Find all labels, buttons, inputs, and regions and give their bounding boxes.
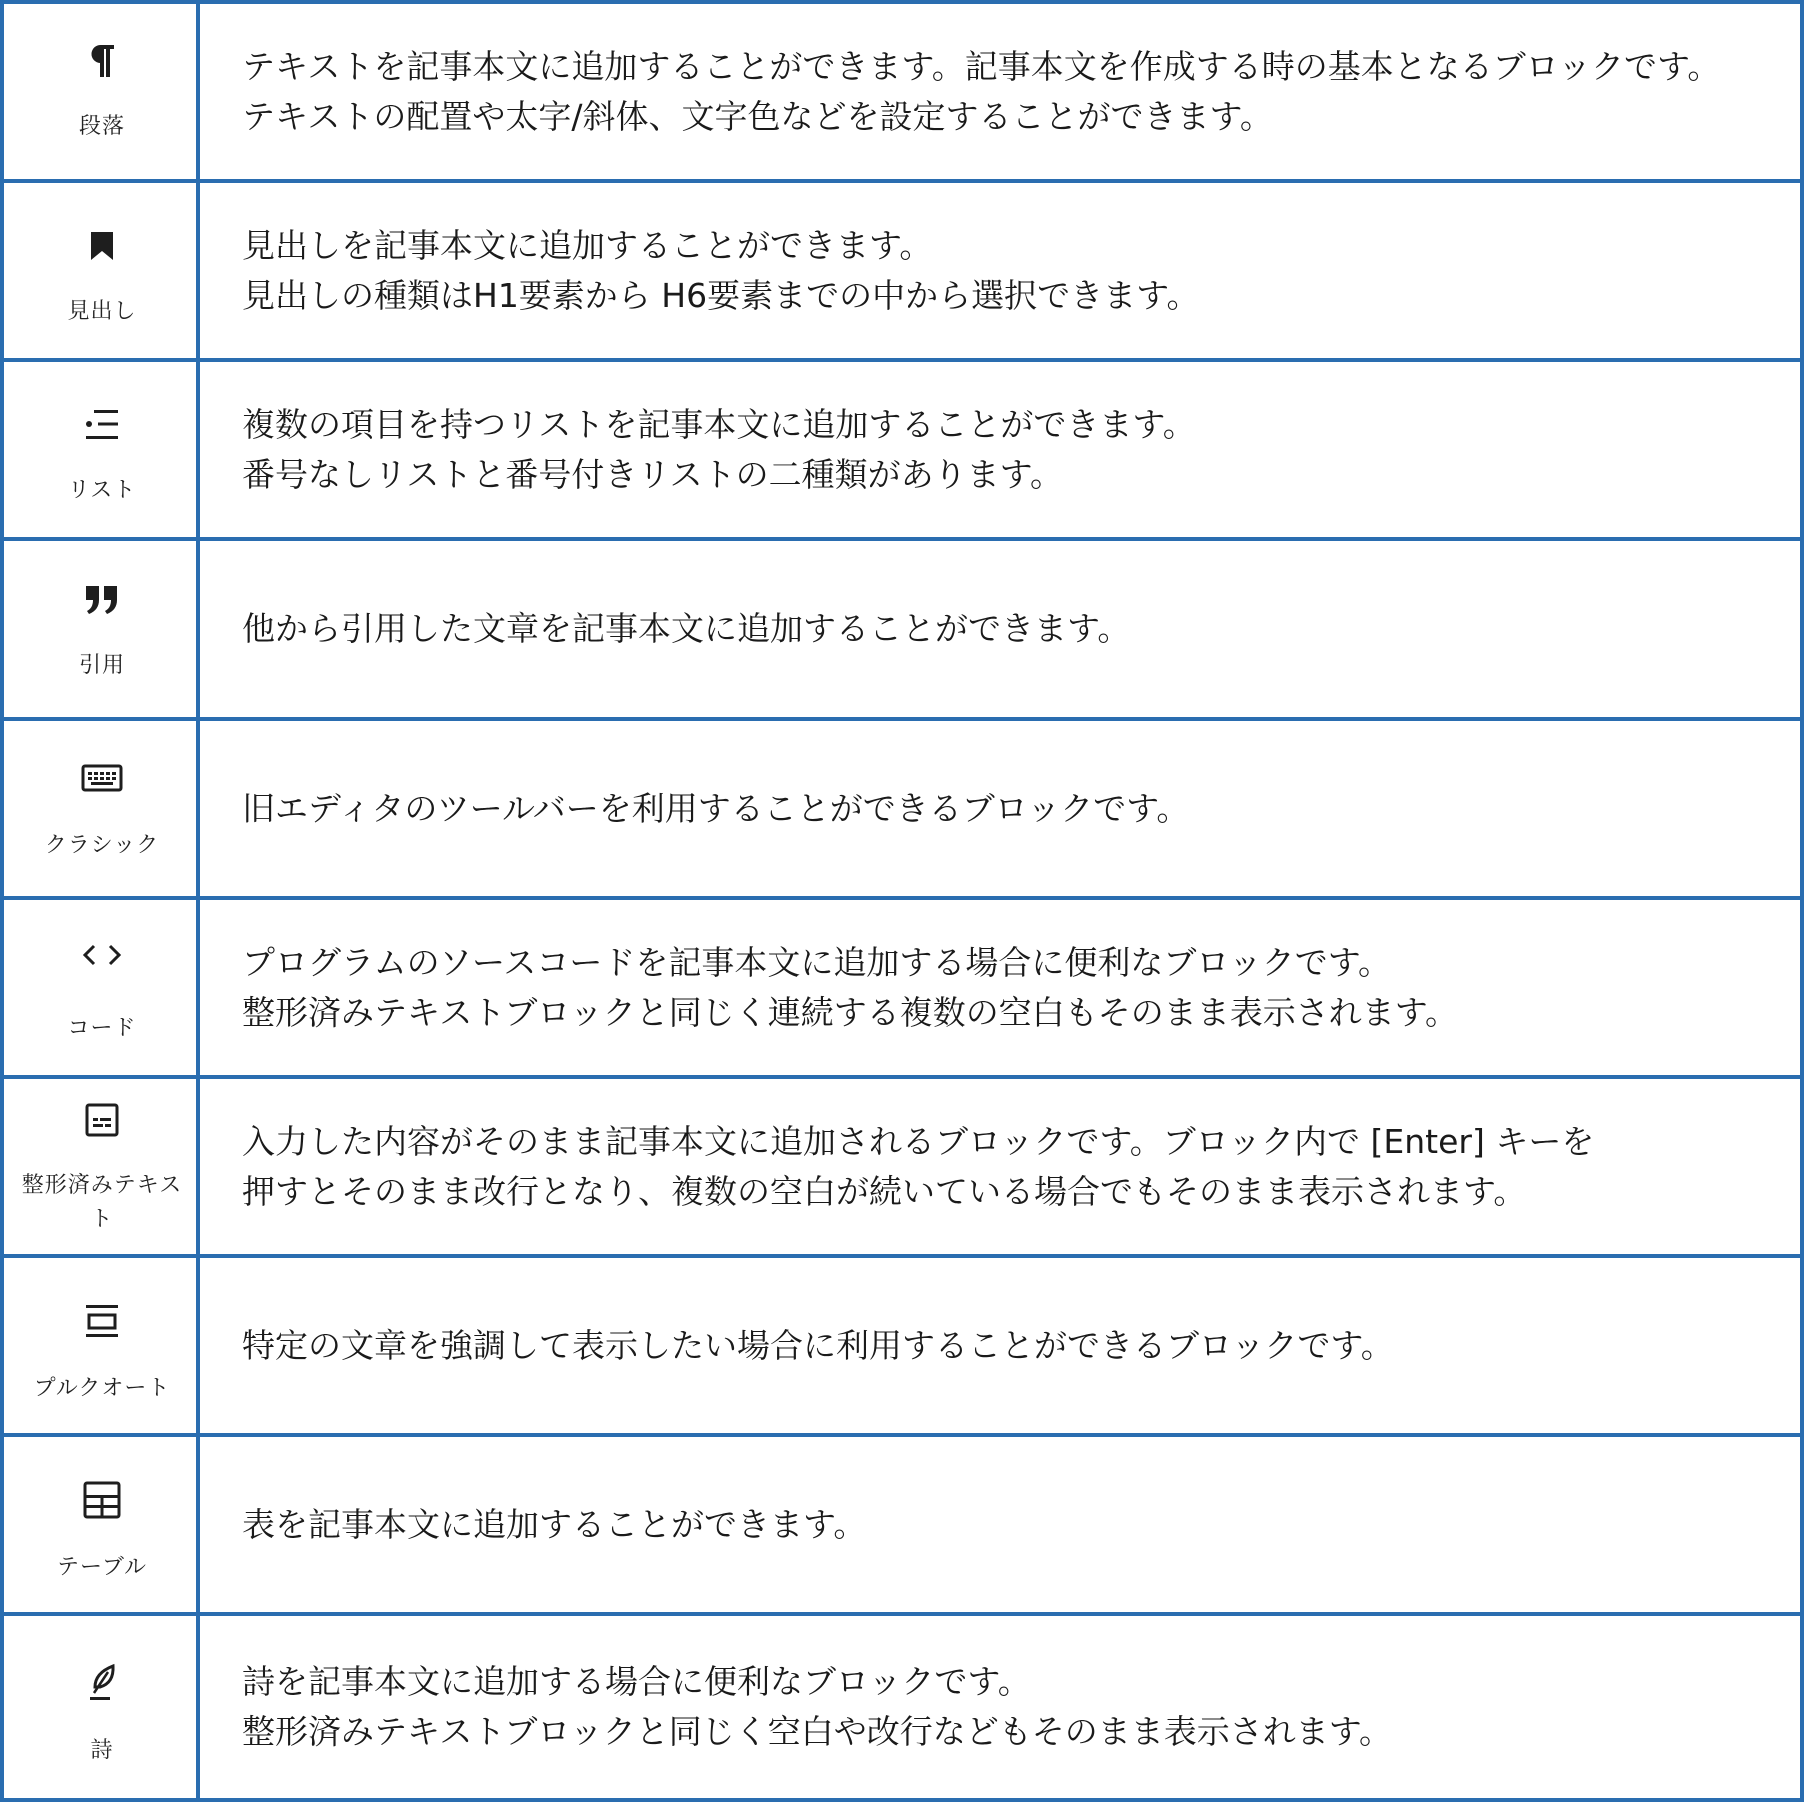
description-line: 複数の項目を持つリストを記事本文に追加することができます。: [242, 404, 1196, 444]
description-line: 整形済みテキストブロックと同じく空白や改行などもそのまま表示されます。: [242, 1712, 1393, 1751]
table-icon: [4, 1477, 200, 1523]
description-cell: [200, 1437, 1800, 1612]
icon-cell: [4, 721, 200, 896]
icon-cell: [4, 541, 200, 717]
description-cell: [200, 183, 1800, 358]
description-cell: [200, 1616, 1800, 1798]
block-label: リスト: [67, 478, 137, 503]
description-line: プログラムのソースコードを記事本文に追加する場合に便利なブロックです。: [242, 942, 1392, 982]
description-line: 入力した内容がそのまま記事本文に追加されるブロックです。ブロック内で [Enter] キーを: [242, 1121, 1595, 1161]
preformatted-icon: [4, 1097, 200, 1143]
block-label-continued: ト: [90, 1207, 114, 1232]
table-row-pullquote: [4, 1258, 1800, 1437]
table-row-paragraph: [4, 4, 1800, 183]
description-cell: [200, 541, 1800, 717]
table-row-classic: [4, 721, 1800, 900]
block-label: クラシック: [44, 833, 160, 858]
description-line: テキストの配置や太字/斜体、文字色などを設定することができます。: [242, 96, 1273, 136]
icon-cell: [4, 1079, 200, 1254]
icon-cell: [4, 362, 200, 537]
icon-cell: [4, 4, 200, 179]
description-cell: [200, 1258, 1800, 1433]
description-cell: [200, 4, 1800, 179]
block-label: プルクオート: [33, 1376, 171, 1401]
icon-cell: [4, 900, 200, 1075]
block-label: 見出し: [67, 299, 137, 324]
description-line: 旧エディタのツールバーを利用することができるブロックです。: [242, 788, 1190, 828]
description-cell: [200, 362, 1800, 537]
description-line: 他から引用した文章を記事本文に追加することができます。: [242, 609, 1131, 648]
description-cell: [200, 1079, 1800, 1254]
pullquote-icon: [4, 1298, 200, 1344]
description-line: 番号なしリストと番号付きリストの二種類があります。: [242, 454, 1064, 494]
table-row-verse: [4, 1616, 1800, 1798]
description-line: 詩を記事本文に追加する場合に便利なブロックです。: [242, 1662, 1031, 1701]
pilcrow-icon: [4, 38, 200, 84]
list-icon: [4, 402, 200, 448]
description-line: テキストを記事本文に追加することができます。記事本文を作成する時の基本となるブロックです。: [242, 46, 1721, 86]
block-label: テーブル: [56, 1555, 148, 1580]
table-row-table: [4, 1437, 1800, 1616]
bookmark-icon: [4, 223, 200, 269]
table-row-code: [4, 900, 1800, 1079]
block-label: 引用: [78, 653, 125, 678]
block-label: 整形済みテキス: [21, 1173, 183, 1198]
description-line: 整形済みテキストブロックと同じく連続する複数の空白もそのまま表示されます。: [242, 992, 1459, 1032]
description-line: 押すとそのまま改行となり、複数の空白が続いている場合でもそのまま表示されます。: [242, 1171, 1527, 1211]
description-line: 見出しを記事本文に追加することができます。: [242, 225, 933, 265]
quote-icon: [4, 577, 200, 623]
feather-icon: [4, 1660, 200, 1706]
description-cell: [200, 721, 1800, 896]
table-row-quote: [4, 541, 1800, 721]
table-row-heading: [4, 183, 1800, 362]
code-icon: [4, 932, 200, 978]
description-line: 特定の文章を強調して表示したい場合に利用することができるブロックです。: [242, 1325, 1394, 1365]
keyboard-icon: [4, 755, 200, 801]
block-label: 段落: [78, 114, 125, 139]
icon-cell: [4, 1258, 200, 1433]
description-line: 見出しの種類はH1要素から H6要素までの中から選択できます。: [242, 275, 1200, 315]
icon-cell: [4, 1616, 200, 1798]
block-label: コード: [67, 1016, 137, 1041]
description-line: 表を記事本文に追加することができます。: [242, 1504, 867, 1544]
block-label: 詩: [90, 1738, 114, 1763]
icon-cell: [4, 1437, 200, 1612]
table-row-preformatted: [4, 1079, 1800, 1258]
description-cell: [200, 900, 1800, 1075]
icon-cell: [4, 183, 200, 358]
table-row-list: [4, 362, 1800, 541]
